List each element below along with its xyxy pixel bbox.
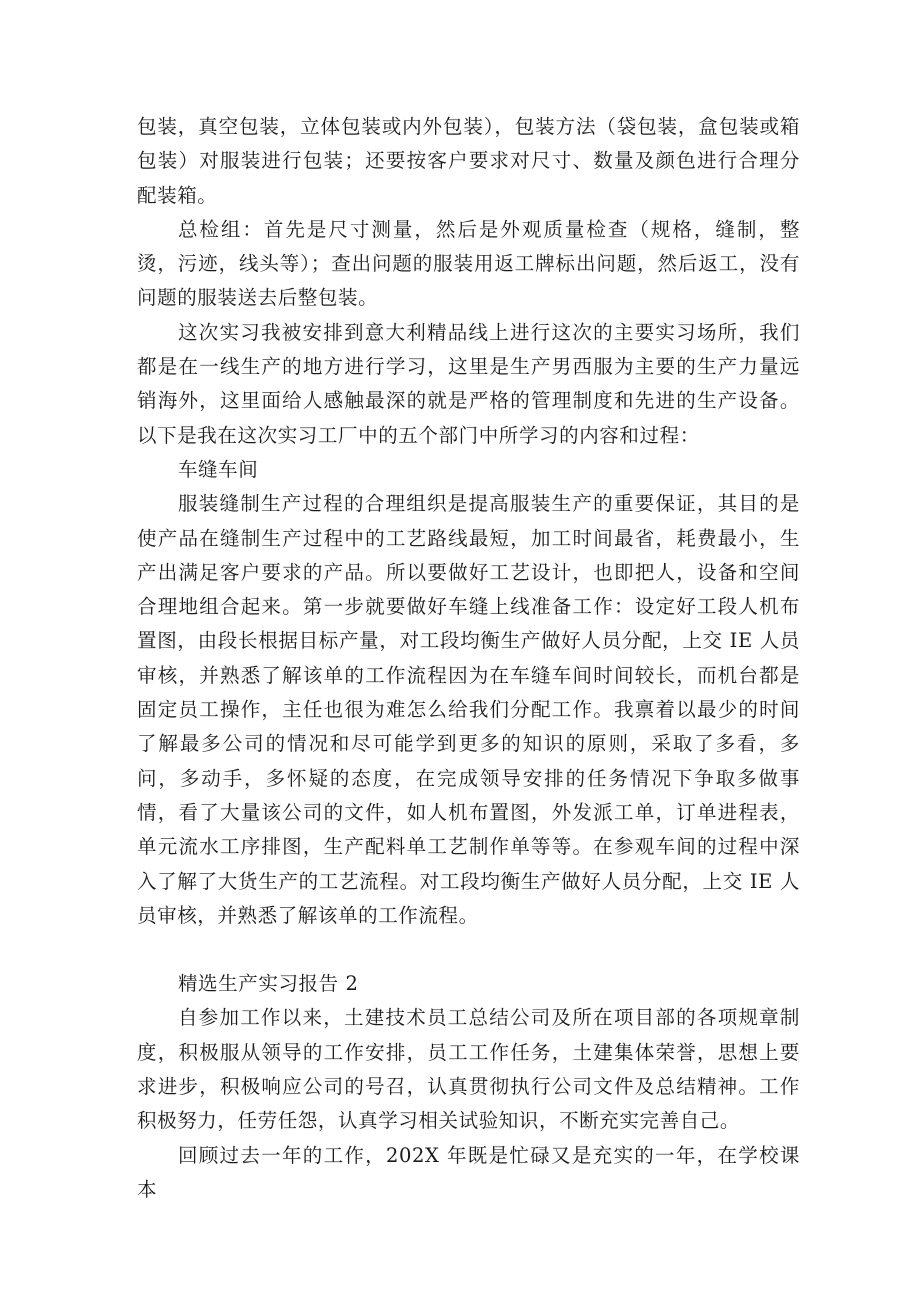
paragraph-sewing-process: 服装缝制生产过程的合理组织是提高服装生产的重要保证，其目的是使产品在缝制生产过程中的工艺路线最短，加工时间最省，耗费最小，生产出满足客户要求的产品。所以要做好工艺设计，也即把人，设备和空间合理地组合起来。第一步就要做好车缝上线准备工作：设定好工段人机布置图，由段长根据目标产量，对工段均衡生产做好人员分配，上交 IE 人员审核，并熟悉了解该单的工作流程因为在车缝车间时间较长，而机台都是固定员工操作，主任也很为难怎么给我们分配工作。我禀着以最少的时间了解最多公司的情况和尽可能学到更多的知识的原则，采取了多看，多问，多动手，多怀疑的态度，在完成领导安排的任务情况下争取多做事情，看了大量该公司的文件，如人机布置图，外发派工单，订单进程表，单元流水工序排图，生产配料单工艺制作单等等。在参观车间的过程中深入了解了大货生产的工艺流程。对工段均衡生产做好人员分配，上交 IE 人员审核，并熟悉了解该单的工作流程。 [137, 492, 800, 927]
paragraph-year-review: 回顾过去一年的工作，202X 年既是忙碌又是充实的一年，在学校课本 [137, 1143, 800, 1201]
paragraph-packaging: 包装，真空包装，立体包装或内外包装），包装方法（袋包装，盒包装或箱包装）对服装进行包装；还要按客户要求对尺寸、数量及颜色进行合理分配装箱。 [137, 115, 800, 207]
report-title-2: 精选生产实习报告 2 [177, 972, 359, 996]
section-spacer [137, 933, 800, 967]
document-body [137, 110, 800, 1207]
section-heading-sewing-workshop: 车缝车间 [177, 457, 259, 481]
paragraph-internship-intro: 这次实习我被安排到意大利精品线上进行这次的主要实习场所，我们都是在一线生产的地方进行学习，这里是生产男西服为主要的生产力量远销海外，这里面给人感触最深的就是严格的管理制度和先进的生产设备。以下是我在这次实习工厂中的五个部门中所学习的内容和过程： [137, 320, 800, 447]
paragraph-work-summary: 自参加工作以来，土建技术员工总结公司及所在项目部的各项规章制度，积极服从领导的工作安排，员工工作任务，土建集体荣誉，思想上要求进步，积极响应公司的号召，认真贯彻执行公司文件及总结精神。工作积极努力，任劳任怨，认真学习相关试验知识，不断充实完善自己。 [137, 1006, 800, 1133]
paragraph-final-inspection: 总检组：首先是尺寸测量，然后是外观质量检查（规格，缝制，整烫，污迹，线头等）；查出问题的服装用返工牌标出问题，然后返工，没有问题的服装送去后整包装。 [137, 217, 800, 310]
